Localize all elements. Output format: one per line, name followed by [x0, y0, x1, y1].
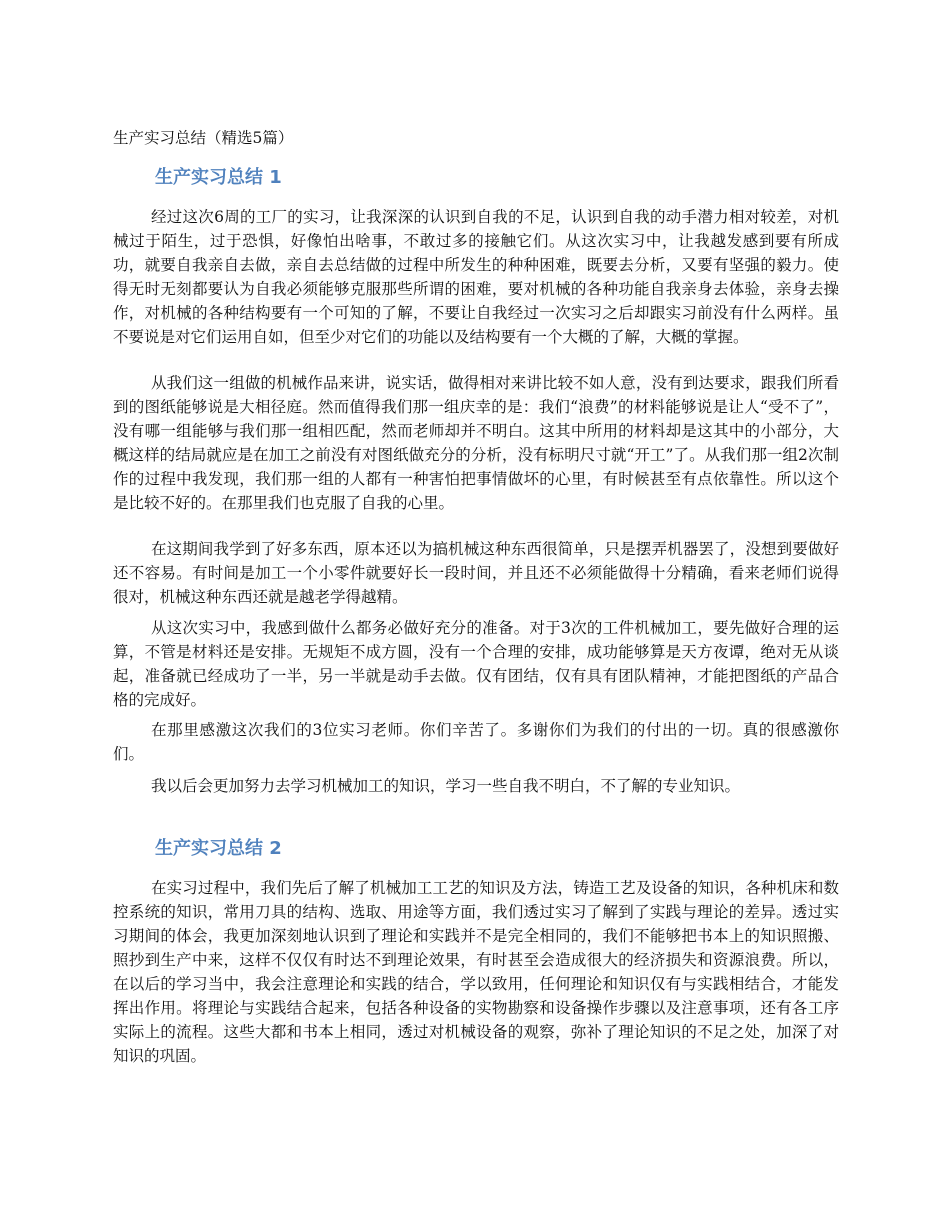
- document-title: 生产实习总结（精选5篇）: [113, 129, 294, 147]
- section-1-paragraph-1: 经过这次6周的工厂的实习，让我深深的认识到自我的不足，认识到自我的动手潜力相对较差，对机械过于陌生，过于恐惧，好像怕出啥事，不敢过多的接触它们。从这次实习中，让我越发感到要有所成功，就要自我亲自去做，亲自去总结做的过程中所发生的种种困难，既要去分析，又要有坚强的毅力。使得无时无刻都要认为自我必须能够克服那些所谓的困难，要对机械的各种功能自我亲身去体验，亲身去操作，对机械的各种结构要有一个可知的了解，不要让自我经过一次实习之后却跟实习前没有什么两样。虽不要说是对它们运用自如，但至少对它们的功能以及结构要有一个大概的了解，大概的掌握。: [113, 208, 839, 346]
- section-1-paragraph-4: 从这次实习中，我感到做什么都务必做好充分的准备。对于3次的工件机械加工，要先做好合理的运算，不管是材料还是安排。无规矩不成方圆，没有一个合理的安排，成功能够算是天方夜谭，绝对无从谈起，准备就已经成功了一半，另一半就是动手去做。仅有团结，仅有具有团队精神，才能把图纸的产品合格的完成好。: [113, 619, 839, 709]
- section-1-paragraph-6: 我以后会更加努力去学习机械加工的知识，学习一些自我不明白，不了解的专业知识。: [151, 777, 741, 795]
- section-heading-2: 生产实习总结 2: [155, 838, 282, 859]
- section-2-paragraph-1: 在实习过程中，我们先后了解了机械加工工艺的知识及方法，铸造工艺及设备的知识，各种机床和数控系统的知识，常用刀具的结构、选取、用途等方面，我们透过实习了解到了实践与理论的差异。透过实习期间的体会，我更加深刻地认识到了理论和实践并不是完全相同的，我们不能够把书本上的知识照搬、照抄到生产中来，这样不仅仅有时达不到理论效果，有时甚至会造成很大的经济损失和资源浪费。所以，在以后的学习当中，我会注意理论和实践的结合，学以致用，任何理论和知识仅有与实践相结合，才能发挥出作用。将理论与实践结合起来，包括各种设备的实物勘察和设备操作步骤以及注意事项，还有各工序实际上的流程。这些大都和书本上相同，透过对机械设备的观察，弥补了理论知识的不足之处，加深了对知识的巩固。: [113, 879, 839, 1065]
- section-1-paragraph-2: 从我们这一组做的机械作品来讲，说实话，做得相对来讲比较不如人意，没有到达要求，跟我们所看到的图纸能够说是大相径庭。然而值得我们那一组庆幸的是：我们“浪费”的材料能够说是让人“受不了”，没有哪一组能够与我们那一组相匹配，然而老师却并不明白。这其中所用的材料却是这其中的小部分，大概这样的结局就应是在加工之前没有对图纸做充分的分析，没有标明尺寸就“开工”了。从我们那一组2次制作的过程中我发现，我们那一组的人都有一种害怕把事情做坏的心里，有时候甚至有点依靠性。所以这个是比较不好的。在那里我们也克服了自我的心里。: [113, 374, 839, 512]
- section-heading-1: 生产实习总结 1: [155, 167, 282, 188]
- section-1-paragraph-5: 在那里感激这次我们的3位实习老师。你们辛苦了。多谢你们为我们的付出的一切。真的很感激你们。: [113, 721, 839, 763]
- section-1-paragraph-3: 在这期间我学到了好多东西，原本还以为搞机械这种东西很简单，只是摆弄机器罢了，没想到要做好还不容易。有时间是加工一个小零件就要好长一段时间，并且还不必须能做得十分精确，看来老师们说得很对，机械这种东西还就是越老学得越精。: [113, 540, 839, 606]
